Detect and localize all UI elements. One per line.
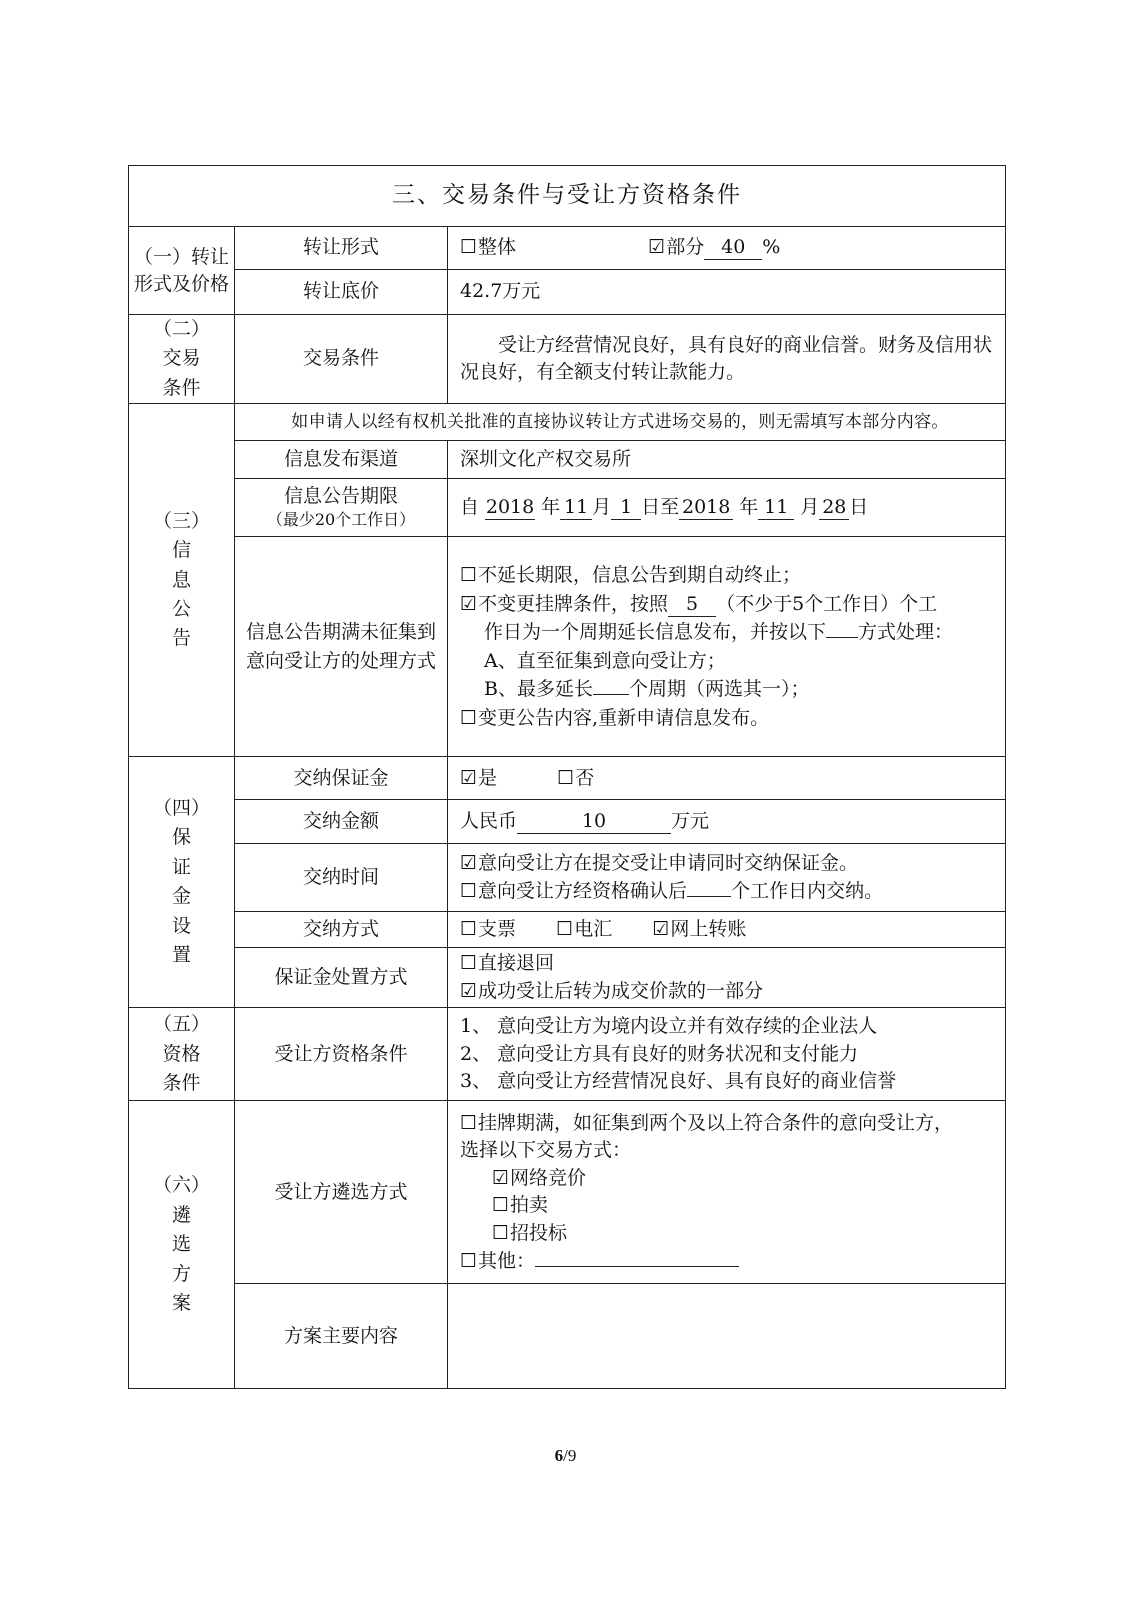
checkbox-wire[interactable]: ☐	[556, 918, 574, 941]
section-title: 三、交易条件与受让方资格条件	[129, 166, 1006, 227]
handle-label: 信息公告期满未征集到意向受让方的处理方式	[235, 537, 448, 757]
opt-change-label: 变更公告内容,重新申请信息发布。	[478, 706, 770, 729]
days-blank	[687, 896, 731, 897]
method-options: ☐支票 ☐电汇 ☑网上转账	[448, 912, 1006, 948]
checkbox-yes[interactable]: ☑	[460, 766, 478, 789]
checkbox-tender[interactable]: ☐	[492, 1221, 510, 1244]
start-year: 2018	[485, 496, 535, 519]
other-blank	[535, 1266, 739, 1267]
s4-label: （四） 保 证 金 设 置	[129, 757, 235, 1008]
plan-content[interactable]	[448, 1284, 1006, 1389]
s3-label: （三） 信 息 公 告	[129, 404, 235, 757]
price-label: 转让底价	[235, 270, 448, 315]
opt-whole-label: 整体	[478, 236, 517, 259]
end-month: 11	[758, 496, 794, 520]
checkbox-other[interactable]: ☐	[460, 1249, 478, 1272]
form-table	[128, 165, 1006, 1389]
checkbox-whole[interactable]: ☐	[460, 236, 478, 259]
percent-sign: %	[762, 236, 781, 259]
disposal-label: 保证金处置方式	[235, 948, 448, 1008]
time-label: 交纳时间	[235, 844, 448, 912]
trade-condition-text: 受让方经营情况良好，具有良好的商业信誉。财务及信用状况良好，有全额支付转让款能力。	[448, 315, 1006, 404]
start-day: 1	[611, 496, 641, 520]
amount-value: 人民币 10 万元	[448, 800, 1006, 844]
document-page	[128, 165, 1005, 1389]
s1-label: （一）转让形式及价格	[129, 227, 235, 315]
checkbox-time-same[interactable]: ☑	[460, 852, 478, 875]
price-value: 42.7万元	[448, 270, 1006, 315]
page-number: 6/9	[554, 1446, 577, 1465]
s6-label: （六） 遴 选 方 案	[129, 1101, 235, 1389]
amount-label: 交纳金额	[235, 800, 448, 844]
method-blank	[826, 637, 858, 638]
deposit-pay-label: 交纳保证金	[235, 757, 448, 800]
period-label: 信息公告期限 （最少20个工作日）	[235, 479, 448, 537]
list-item: 3、 意向受让方经营情况良好、具有良好的商业信誉	[460, 1070, 897, 1093]
s5-label: （五） 资格 条件	[129, 1008, 235, 1101]
end-day: 28	[819, 496, 849, 520]
checkbox-cheque[interactable]: ☐	[460, 918, 478, 941]
method-label: 交纳方式	[235, 912, 448, 948]
checkbox-online-bidding[interactable]: ☑	[492, 1166, 510, 1189]
amount-number: 10	[517, 810, 671, 834]
end-year: 2018	[679, 496, 733, 520]
checkbox-auction[interactable]: ☐	[492, 1194, 510, 1217]
plan-label: 方案主要内容	[235, 1284, 448, 1389]
period-value: 自 2018 年 11 月 1 日至 2018 年 11 月 28 日	[448, 479, 1006, 537]
transfer-form-value	[448, 227, 1006, 270]
part-percent: 40	[704, 236, 762, 260]
selection-label: 受让方遴选方式	[235, 1101, 448, 1284]
checkbox-refund[interactable]: ☐	[460, 952, 478, 975]
opt-part-label: 部分	[666, 236, 705, 259]
channel-value: 深圳文化产权交易所	[448, 441, 1006, 479]
deposit-pay-value: ☑是 ☐否	[448, 757, 1006, 800]
checkbox-change-notice[interactable]: ☐	[460, 706, 478, 729]
trade-condition-label: 交易条件	[235, 315, 448, 404]
list-item: 2、 意向受让方具有良好的财务状况和支付能力	[460, 1042, 859, 1065]
disposal-options: ☐直接退回 ☑成功受让后转为成交价款的一部分	[448, 948, 1006, 1008]
selection-options: ☐挂牌期满，如征集到两个及以上符合条件的意向受让方， 选择以下交易方式： ☑网络竞价 ☐拍卖 ☐招投标 ☐其他：	[448, 1101, 1006, 1284]
checkbox-no[interactable]: ☐	[557, 766, 575, 789]
channel-label: 信息发布渠道	[235, 441, 448, 479]
checkbox-part[interactable]: ☑	[648, 236, 666, 259]
handle-options: ☐不延长期限，信息公告到期自动终止； ☑不变更挂牌条件，按照 5 （不少于5个工作日）个工 作日为一个周期延长信息发布，并按以下 方式处理： A、直至征集到意向受让方； B、最多延长 个周期（两选其一）； ☐变更公告内容,重新申请信息发布。	[448, 537, 1006, 757]
time-options: ☑意向受让方在提交受让申请同时交纳保证金。 ☐意向受让方经资格确认后 个工作日内交纳。	[448, 844, 1006, 912]
s2-label: （二） 交易 条件	[129, 315, 235, 404]
notice-text: 如申请人以经有权机关批准的直接协议转让方式进场交易的，则无需填写本部分内容。	[235, 404, 1006, 441]
checkbox-online[interactable]: ☑	[652, 918, 670, 941]
transfer-form-label: 转让形式	[235, 227, 448, 270]
checkbox-convert[interactable]: ☑	[460, 979, 478, 1002]
opt-no-extend-label: 不延长期限，信息公告到期自动终止；	[478, 564, 802, 587]
extend-days: 5	[668, 593, 716, 617]
qualification-label: 受让方资格条件	[235, 1008, 448, 1101]
checkbox-time-after[interactable]: ☐	[460, 879, 478, 902]
cycles-blank	[593, 694, 629, 695]
checkbox-extend[interactable]: ☑	[460, 592, 478, 615]
checkbox-listing-expire[interactable]: ☐	[460, 1111, 478, 1134]
list-item: 1、 意向受让方为境内设立并有效存续的企业法人	[460, 1015, 878, 1038]
start-month: 11	[560, 496, 592, 520]
checkbox-no-extend[interactable]: ☐	[460, 564, 478, 587]
qualification-list	[448, 1008, 1006, 1101]
